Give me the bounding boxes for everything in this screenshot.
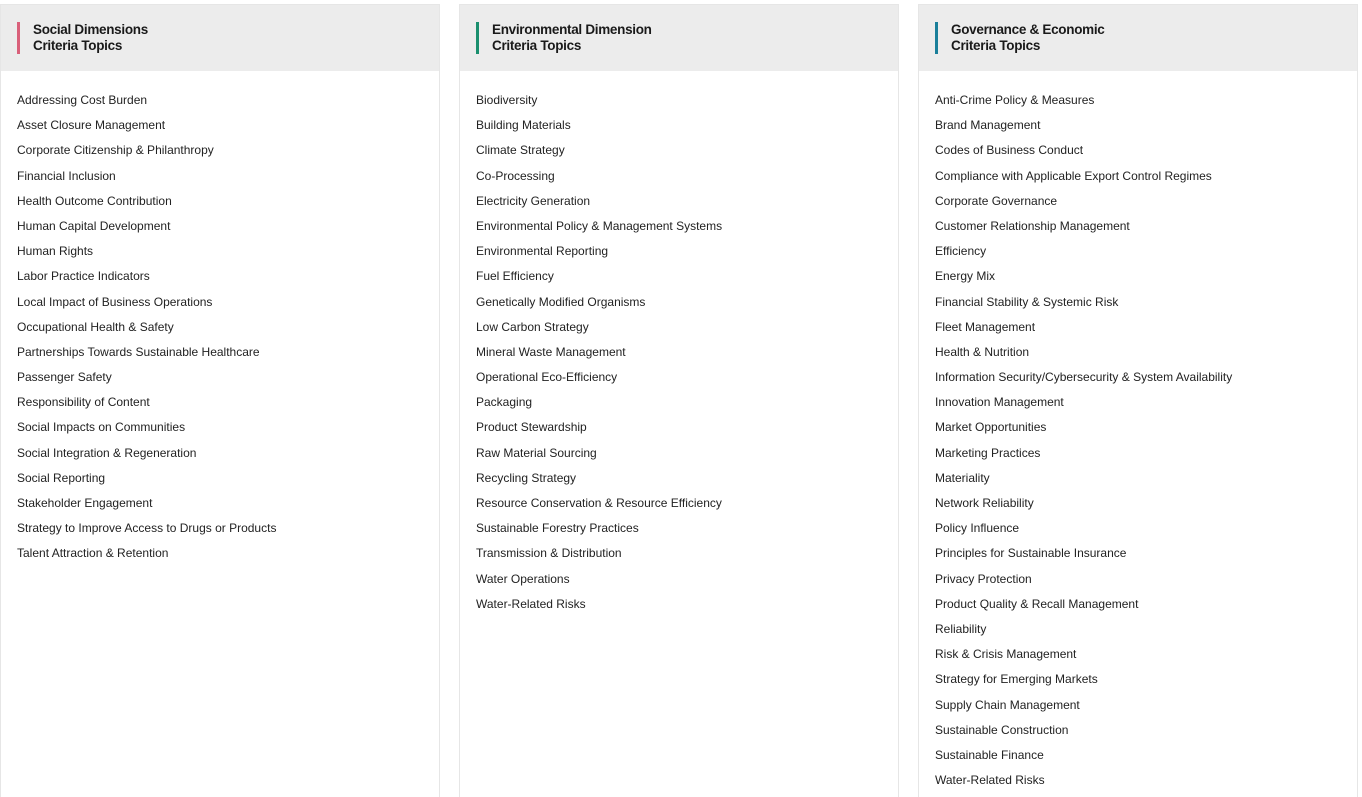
governance-accent-bar	[935, 22, 938, 54]
environmental-panel-header	[460, 5, 898, 71]
topic-link[interactable]: Social Reporting	[17, 470, 106, 485]
topic-link[interactable]: Strategy to Improve Access to Drugs or Products	[17, 521, 277, 536]
topic-link[interactable]: Occupational Health & Safety	[17, 319, 174, 334]
topic-link[interactable]: Recycling Strategy	[476, 470, 577, 485]
topic-link[interactable]: Operational Eco-Efficiency	[476, 370, 618, 385]
social-title-line2: Criteria Topics	[33, 38, 123, 53]
topic-link[interactable]: Biodiversity	[476, 93, 538, 107]
topic-link[interactable]: Reliability	[935, 621, 987, 636]
topic-link[interactable]: Fuel Efficiency	[476, 269, 554, 284]
topic-link[interactable]: Brand Management	[935, 118, 1041, 133]
topic-link[interactable]: Fleet Management	[935, 319, 1036, 334]
topic-link[interactable]: Principles for Sustainable Insurance	[935, 546, 1127, 561]
topic-link[interactable]: Corporate Governance	[935, 193, 1058, 208]
topic-link[interactable]: Local Impact of Business Operations	[17, 294, 213, 309]
topic-link[interactable]: Supply Chain Management	[935, 697, 1080, 712]
topic-link[interactable]: Corporate Citizenship & Philanthropy	[17, 143, 214, 158]
topic-link[interactable]: Addressing Cost Burden	[17, 93, 148, 107]
topic-link[interactable]: Social Impacts on Communities	[17, 420, 186, 435]
topic-link[interactable]: Information Security/Cybersecurity & System Availability	[935, 370, 1233, 385]
topic-link[interactable]: Climate Strategy	[476, 143, 565, 158]
topic-link[interactable]: Sustainable Finance	[935, 747, 1044, 762]
governance-economic-panel	[918, 4, 1358, 797]
topic-link[interactable]: Health & Nutrition	[935, 344, 1030, 359]
environmental-title-line2: Criteria Topics	[492, 38, 582, 53]
topic-link[interactable]: Water-Related Risks	[476, 596, 586, 611]
environmental-topic-list	[476, 88, 888, 617]
topic-link[interactable]: Sustainable Construction	[935, 722, 1069, 737]
topic-link[interactable]: Transmission & Distribution	[476, 546, 622, 561]
topic-link[interactable]: Resource Conservation & Resource Efficiency	[476, 496, 722, 510]
topic-link[interactable]: Compliance with Applicable Export Control Regimes	[935, 168, 1212, 183]
topic-link[interactable]: Partnerships Towards Sustainable Healthcare	[17, 344, 260, 359]
topic-link[interactable]: Stakeholder Engagement	[17, 496, 153, 510]
topic-link[interactable]: Sustainable Forestry Practices	[476, 521, 639, 536]
social-panel-title	[33, 22, 148, 54]
topic-link[interactable]: Materiality	[935, 470, 990, 485]
topic-link[interactable]: Labor Practice Indicators	[17, 269, 150, 284]
topic-link[interactable]: Human Rights	[17, 244, 94, 259]
topic-link[interactable]: Policy Influence	[935, 521, 1020, 536]
environmental-panel-title	[492, 22, 652, 54]
topic-link[interactable]: Financial Inclusion	[17, 168, 116, 183]
topic-link[interactable]: Low Carbon Strategy	[476, 319, 589, 334]
topic-link[interactable]: Product Stewardship	[476, 420, 587, 435]
topic-link[interactable]: Passenger Safety	[17, 370, 112, 385]
topic-link[interactable]: Talent Attraction & Retention	[17, 546, 169, 561]
environmental-accent-bar	[476, 22, 479, 54]
social-accent-bar	[17, 22, 20, 54]
topic-link[interactable]: Risk & Crisis Management	[935, 647, 1077, 662]
topic-link[interactable]: Responsibility of Content	[17, 395, 150, 410]
topic-link[interactable]: Anti-Crime Policy & Measures	[935, 93, 1095, 107]
governance-title-line1: Governance & Economic	[951, 22, 1105, 37]
topic-link[interactable]: Codes of Business Conduct	[935, 143, 1084, 158]
topic-link[interactable]: Human Capital Development	[17, 218, 171, 233]
governance-panel-title	[951, 22, 1105, 54]
topic-link[interactable]: Product Quality & Recall Management	[935, 596, 1139, 611]
governance-topic-list	[935, 88, 1347, 793]
social-topic-list	[17, 88, 429, 567]
topic-link[interactable]: Customer Relationship Management	[935, 218, 1130, 233]
topic-link[interactable]: Environmental Policy & Management Systems	[476, 218, 723, 233]
topic-link[interactable]: Packaging	[476, 395, 533, 410]
topic-link[interactable]: Innovation Management	[935, 395, 1064, 410]
topic-link[interactable]: Marketing Practices	[935, 445, 1041, 460]
topic-link[interactable]: Raw Material Sourcing	[476, 445, 597, 460]
topic-link[interactable]: Energy Mix	[935, 269, 996, 284]
social-title-line1: Social Dimensions	[33, 22, 148, 37]
social-panel-header	[1, 5, 439, 71]
environmental-dimension-panel	[459, 4, 899, 797]
topic-link[interactable]: Financial Stability & Systemic Risk	[935, 294, 1119, 309]
topic-link[interactable]: Environmental Reporting	[476, 244, 609, 259]
governance-title-line2: Criteria Topics	[951, 38, 1041, 53]
topic-link[interactable]: Water Operations	[476, 571, 570, 586]
topic-link[interactable]: Building Materials	[476, 118, 571, 133]
topic-link[interactable]: Health Outcome Contribution	[17, 193, 172, 208]
topic-link[interactable]: Strategy for Emerging Markets	[935, 672, 1098, 687]
social-dimension-panel	[0, 4, 440, 797]
topic-link[interactable]: Electricity Generation	[476, 193, 591, 208]
topic-link[interactable]: Social Integration & Regeneration	[17, 445, 197, 460]
topic-link[interactable]: Genetically Modified Organisms	[476, 294, 646, 309]
governance-panel-header	[919, 5, 1357, 71]
topic-link[interactable]: Network Reliability	[935, 496, 1034, 510]
topic-link[interactable]: Asset Closure Management	[17, 118, 166, 133]
topic-link[interactable]: Efficiency	[935, 244, 987, 259]
topic-link[interactable]: Privacy Protection	[935, 571, 1032, 586]
environmental-title-line1: Environmental Dimension	[492, 22, 652, 37]
topic-link[interactable]: Mineral Waste Management	[476, 344, 626, 359]
topic-link[interactable]: Market Opportunities	[935, 420, 1047, 435]
topic-link[interactable]: Water-Related Risks	[935, 773, 1045, 788]
topic-link[interactable]: Co-Processing	[476, 168, 555, 183]
